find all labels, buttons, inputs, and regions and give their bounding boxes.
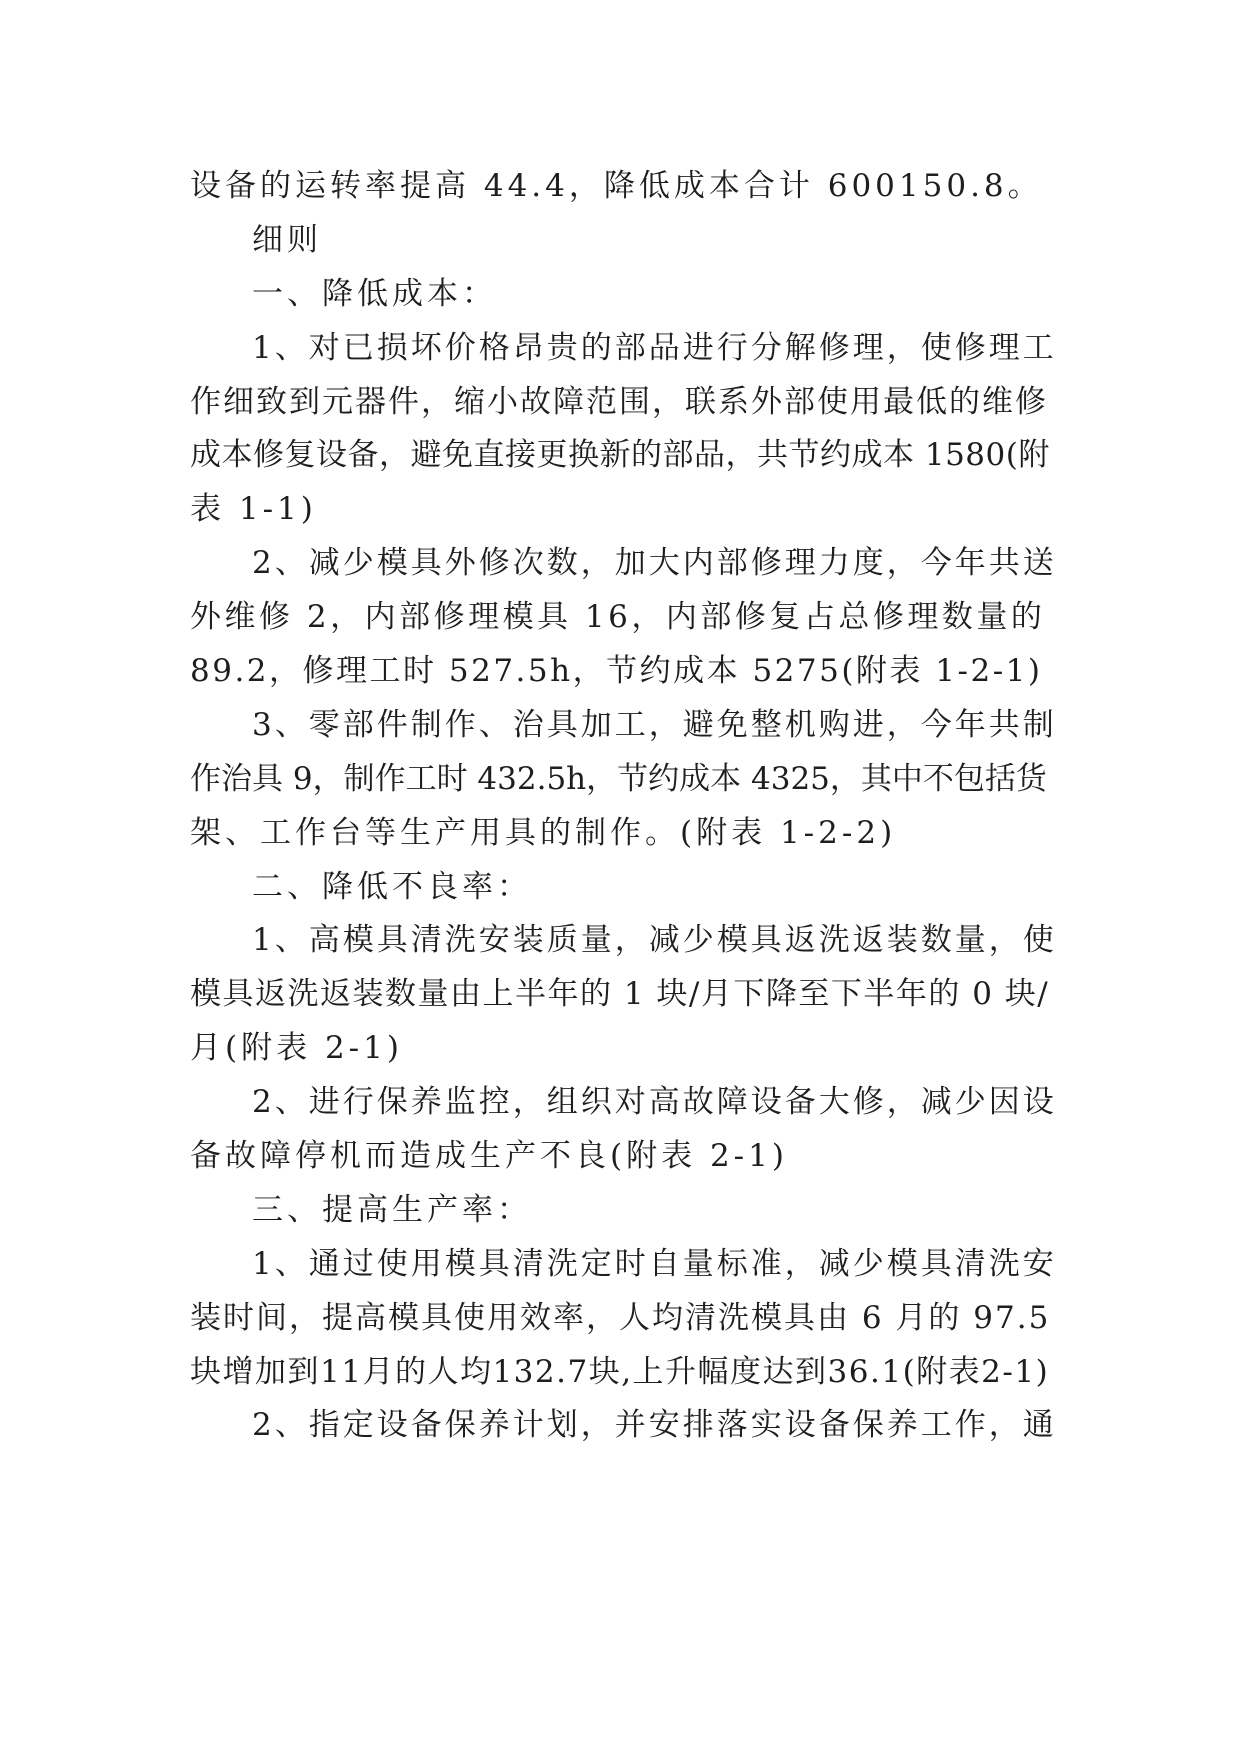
text-line: 备故障停机而造成生产不良(附表 2-1) [190, 1138, 788, 1175]
section-heading: 细则 [252, 221, 322, 258]
text-line: 1、高模具清洗安装质量，减少模具返洗返装数量，使 [252, 922, 1057, 959]
text-line: 3、零部件制作、治具加工，避免整机购进，今年共制 [252, 706, 1057, 743]
text-line: 2、减少模具外修次数，加大内部修理力度，今年共送 [252, 545, 1057, 582]
text-line: 作细致到元器件，缩小故障范围，联系外部使用最低的维修 [190, 383, 1048, 420]
text-line: 1、对已损坏价格昂贵的部品进行分解修理，使修理工 [252, 329, 1057, 366]
section-heading: 二、降低不良率： [252, 868, 532, 905]
text-line: 2、指定设备保养计划，并安排落实设备保养工作，通 [252, 1407, 1057, 1444]
section-heading: 三、提高生产率： [252, 1191, 532, 1228]
text-line: 装时间，提高模具使用效率，人均清洗模具由 6 月的 97.5 [190, 1299, 1051, 1336]
text-line: 89.2，修理工时 527.5h，节约成本 5275(附表 1-2-1) [190, 653, 1043, 690]
text-line: 月(附表 2-1) [190, 1030, 403, 1067]
text-line: 作治具 9，制作工时 432.5h，节约成本 4325，其中不包括货 [190, 760, 1047, 797]
text-line: 表 1-1) [190, 491, 317, 528]
text-line: 设备的运转率提高 44.4，降低成本合计 600150.8。 [190, 168, 1043, 204]
text-line: 外维修 2，内部修理模具 16，内部修复占总修理数量的 [190, 599, 1046, 636]
text-line: 1、通过使用模具清洗定时自量标准，减少模具清洗安 [252, 1245, 1057, 1282]
text-line: 模具返洗返装数量由上半年的 1 块/月下降至下半年的 0 块/ [190, 976, 1050, 1013]
section-heading: 一、降低成本： [252, 275, 497, 312]
document-body [190, 160, 1056, 1453]
text-line: 2、进行保养监控，组织对高故障设备大修，减少因设 [252, 1084, 1057, 1121]
text-line: 块增加到11月的人均132.7块,上升幅度达到36.1(附表2-1) [190, 1353, 1050, 1390]
text-line: 成本修复设备，避免直接更换新的部品，共节约成本 1580(附 [190, 437, 1050, 474]
text-line: 架、工作台等生产用具的制作。(附表 1-2-2) [190, 814, 897, 851]
